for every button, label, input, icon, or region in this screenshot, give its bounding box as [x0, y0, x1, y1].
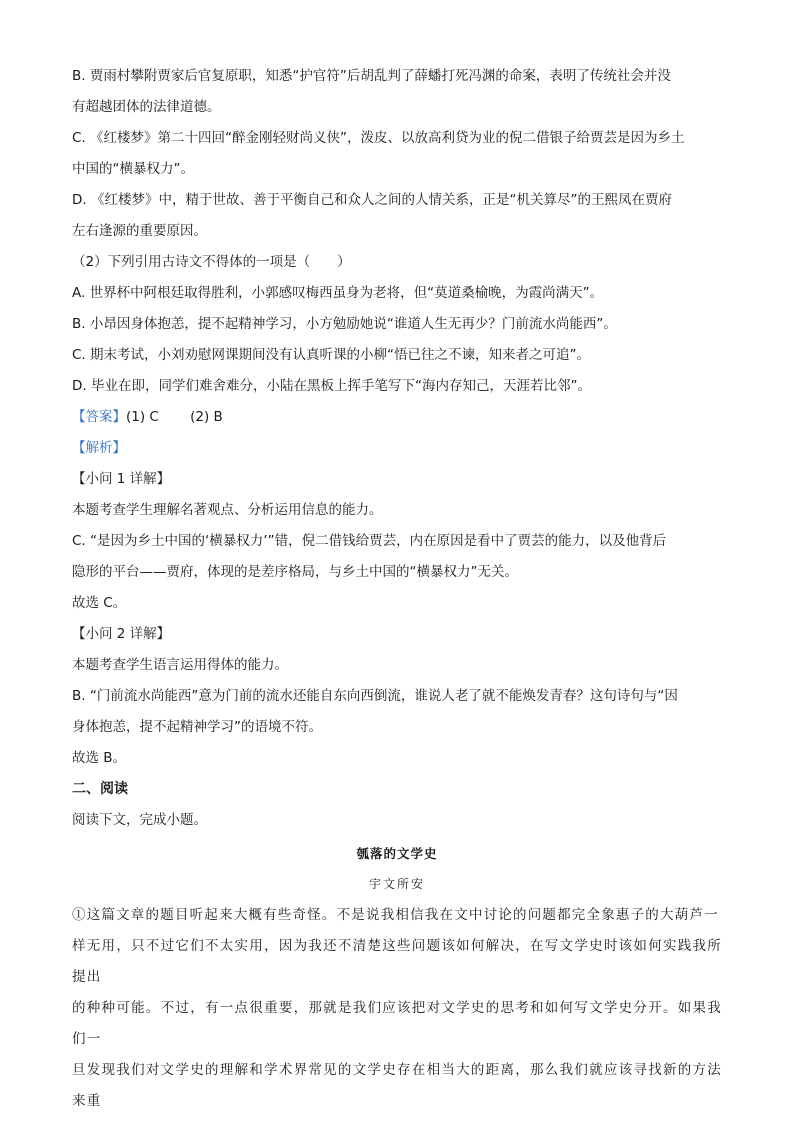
- q1-option-d-line1: D. 《红楼梦》中，精于世故、善于平衡自己和众人之间的人情关系，正是“机关算尽”的王熙凤在贾府: [72, 192, 672, 208]
- q1-option-b-line2: 有超越团体的法律道德。: [72, 99, 221, 115]
- q1-option-c-line1: C. 《红楼梦》第二十四回“醉金刚轻财尚义侠”，泼皮、以放高利贷为业的倪二借银子给贾芸是因为乡土: [72, 130, 685, 146]
- sub1-intro: 本题考查学生理解名著观点、分析运用信息的能力。: [72, 502, 383, 518]
- sub2-explanation-line1: B. “门前流水尚能西”意为门前的流水还能自东向西倒流，谁说人老了就不能焕发青春？这句诗句与“因: [72, 688, 678, 704]
- article-paragraph-line1: ①这篇文章的题目听起来大概有些奇怪。不是说我相信我在文中讨论的问题都完全象惠子的大葫芦一: [72, 907, 719, 923]
- analysis-tag: 【解析】: [72, 440, 126, 456]
- article-title: 瓠落的文学史: [356, 846, 438, 861]
- sub2-intro: 本题考查学生语言运用得体的能力。: [72, 657, 288, 673]
- article-author: 宇文所安: [368, 877, 425, 891]
- sub1-conclusion: 故选 C。: [72, 595, 127, 611]
- article-paragraph-line4: 旦发现我们对文学史的理解和学术界常见的文学史存在相当大的距离，那么我们就应该寻找新的方法来重: [72, 1062, 722, 1109]
- section-heading: 二、阅读: [72, 781, 128, 797]
- sub2-explanation-line2: 身体抱恙，提不起精神学习”的语境不符。: [72, 719, 322, 735]
- q1-option-c-line2: 中国的“横暴权力”。: [72, 161, 194, 177]
- answer-text: (1) C (2) B: [126, 409, 223, 425]
- sub2-conclusion: 故选 B。: [72, 750, 127, 766]
- q2-option-c: C. 期末考试，小刘劝慰网课期间没有认真听课的小柳“悟已往之不谏，知来者之可追”。: [72, 347, 590, 363]
- q2-option-b: B. 小昂因身体抱恙，提不起精神学习，小方勉励她说“谁道人生无再少？门前流水尚能西”。: [72, 316, 617, 332]
- section-instruction: 阅读下文，完成小题。: [72, 812, 207, 828]
- sub1-explanation-line2: 隐形的平台——贾府，体现的是差序格局，与乡土中国的“横暴权力”无关。: [72, 564, 518, 580]
- q2-stem: （2）下列引用古诗文不得体的一项是（ ）: [72, 254, 351, 270]
- answer-line: [72, 402, 722, 433]
- q2-option-d: D. 毕业在即，同学们难舍难分，小陆在黑板上挥手笔写下“海内存知己，天涯若比邻”。: [72, 378, 591, 394]
- sub1-heading: 【小问 1 详解】: [72, 471, 171, 487]
- q1-option-d-line2: 左右逢源的重要原因。: [72, 223, 207, 239]
- q2-option-a: A. 世界杯中阿根廷取得胜利，小郭感叹梅西虽身为老将，但“莫道桑榆晚，为霞尚满天”。: [72, 285, 604, 301]
- sub1-explanation-line1: C. “是因为乡土中国的‘横暴权力’”错，倪二借钱给贾芸，内在原因是看中了贾芸的能力，以及他背后: [72, 533, 667, 549]
- article-paragraph-line3: 的种种可能。不过，有一点很重要，那就是我们应该把对文学史的思考和如何写文学史分开。如果我们一: [72, 1000, 722, 1047]
- answer-tag: 【答案】: [72, 409, 126, 425]
- q1-option-b-line1: B. 贾雨村攀附贾家后官复原职，知悉“护官符”后胡乱判了薛蟠打死冯渊的命案，表明了传统社会并没: [72, 68, 671, 84]
- sub2-heading: 【小问 2 详解】: [72, 626, 171, 642]
- article-paragraph-line2: 样无用，只不过它们不太实用，因为我还不清楚这些问题该如何解决，在写文学史时该如何实践我所提出: [72, 938, 722, 985]
